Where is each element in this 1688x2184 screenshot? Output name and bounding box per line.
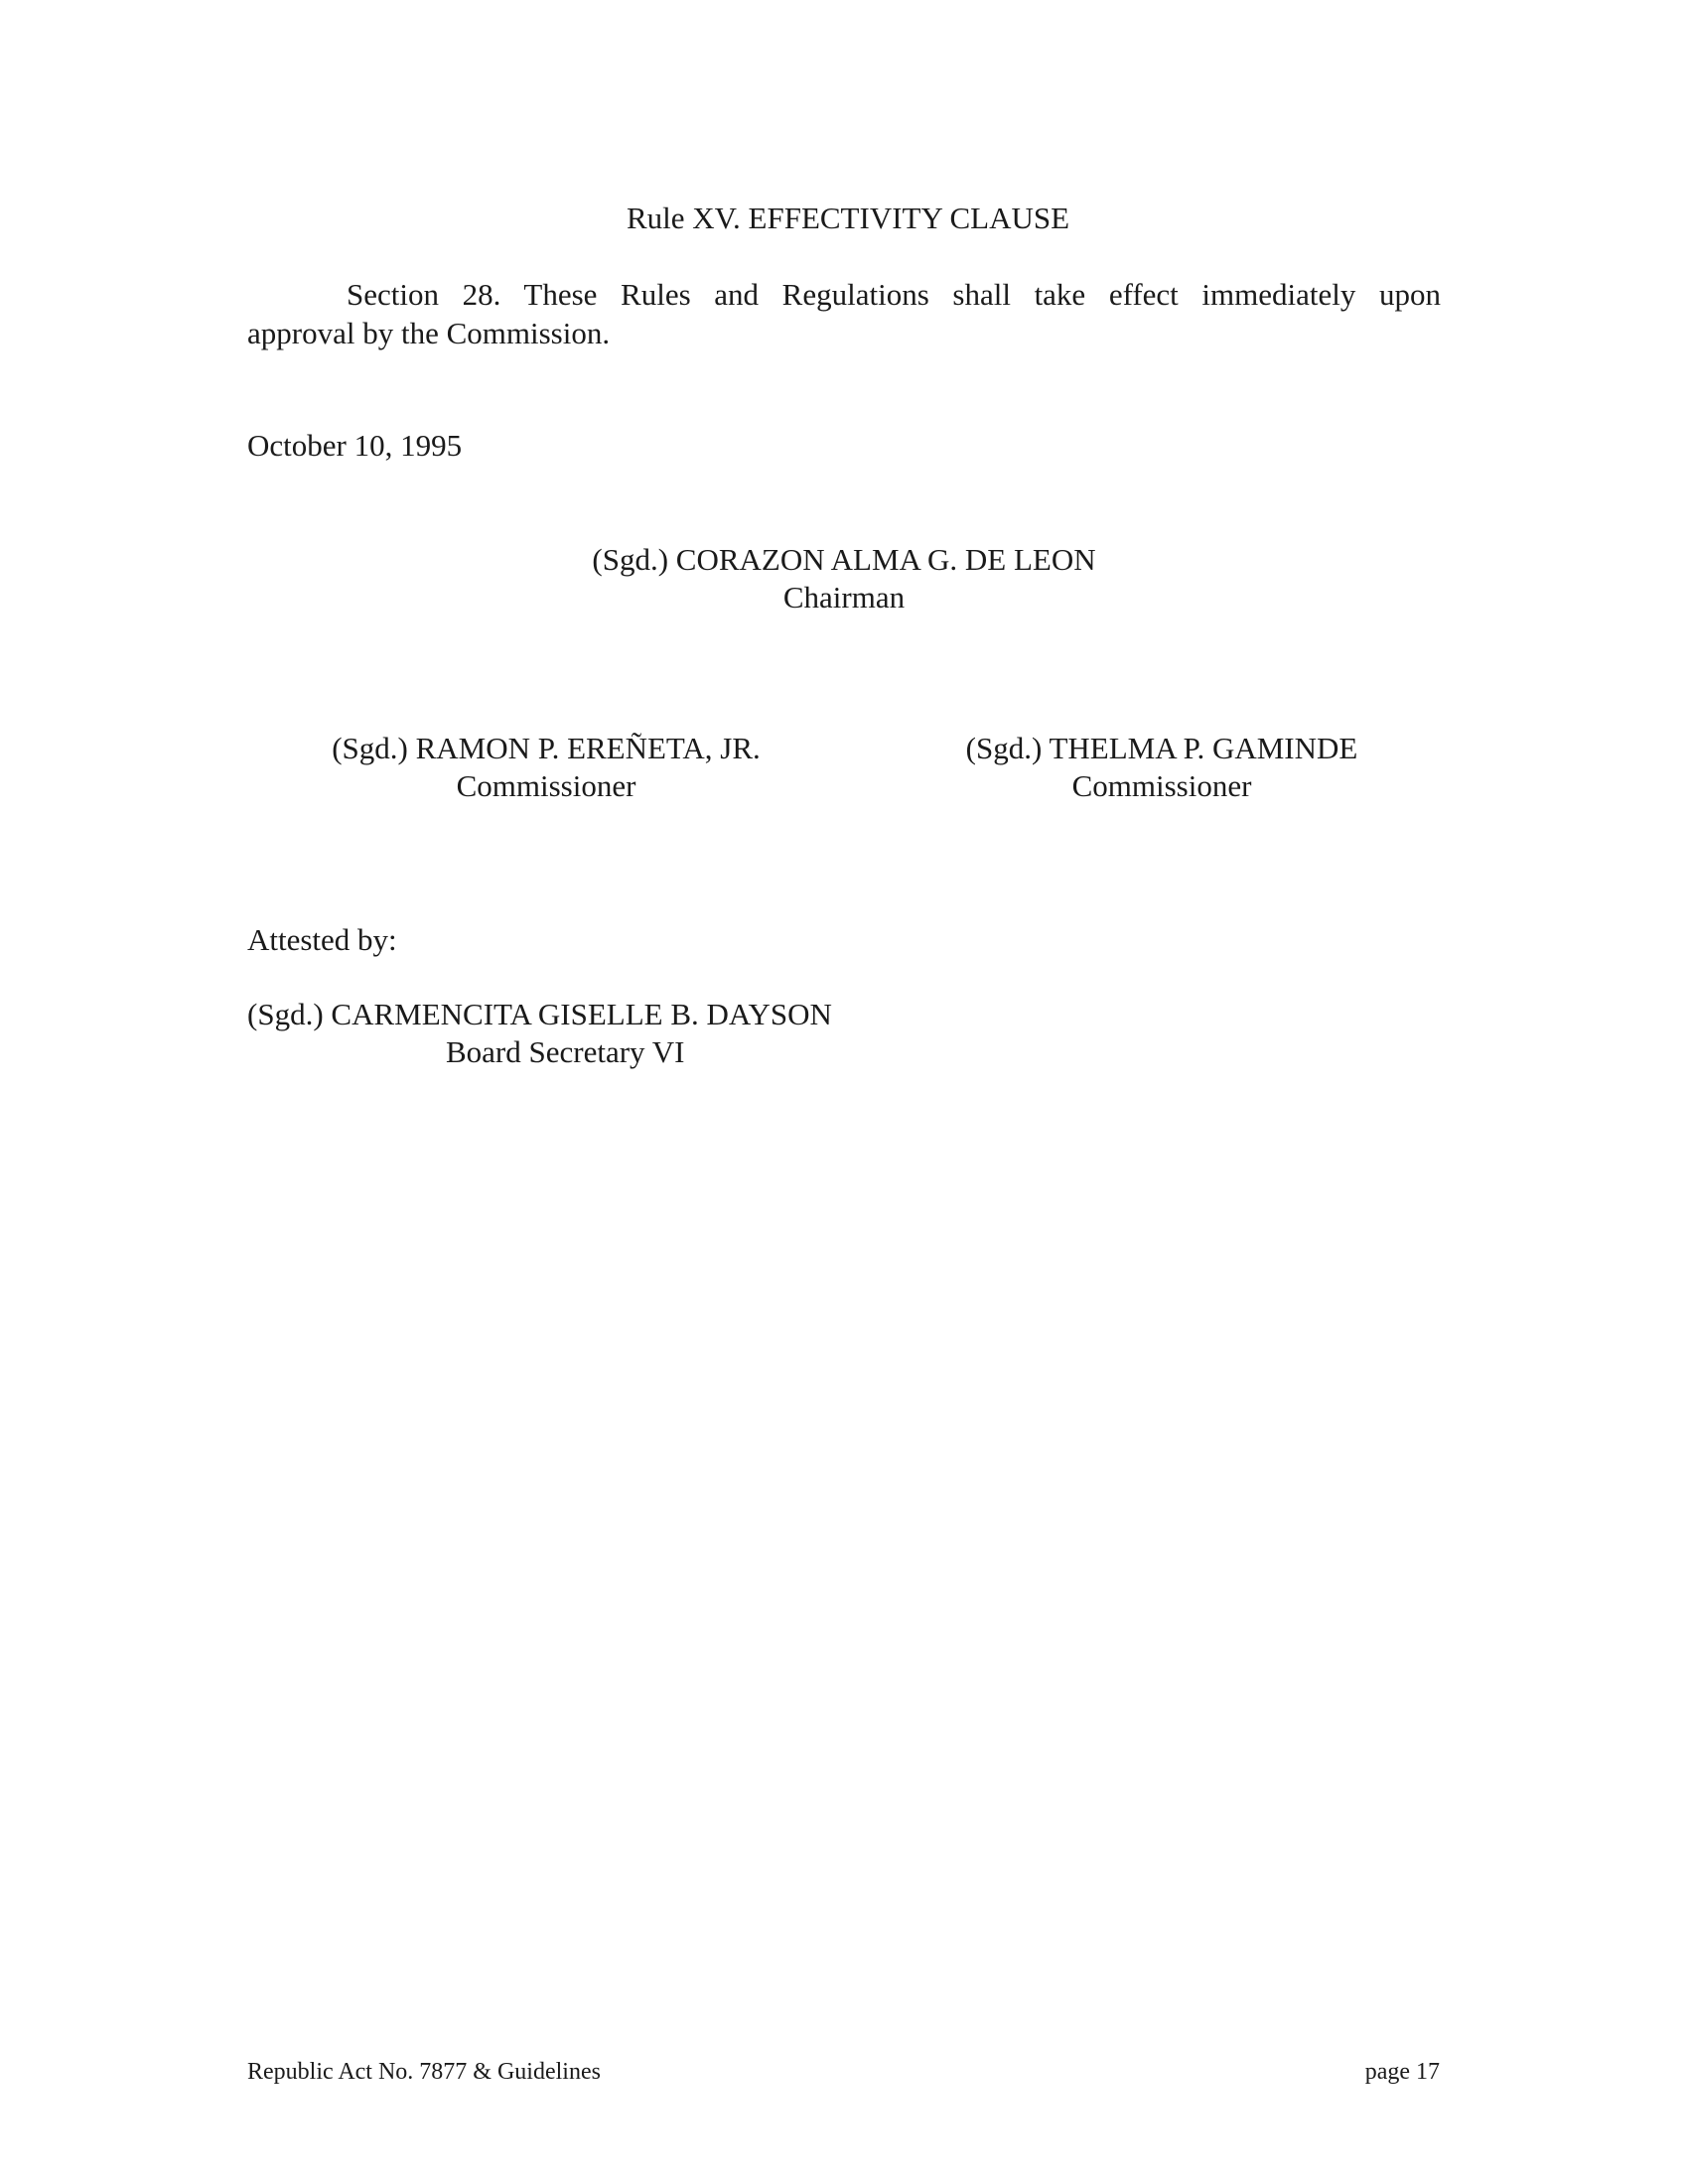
rule-heading-text: Rule XV. EFFECTIVITY CLAUSE xyxy=(626,201,1070,235)
commissioner-signature-block-1 xyxy=(298,730,794,805)
commissioner-title: Commissioner xyxy=(1071,768,1252,803)
chairman-name: (Sgd.) CORAZON ALMA G. DE LEON xyxy=(592,542,1096,577)
section-line-1: Section 28. These Rules and Regulations shall take effect immediately upon xyxy=(347,277,1441,312)
commissioner-name: (Sgd.) RAMON P. EREÑETA, JR. xyxy=(332,731,761,765)
section-paragraph xyxy=(247,275,1441,352)
commissioner-signature-block-2 xyxy=(914,730,1410,805)
secretary-name: (Sgd.) CARMENCITA GISELLE B. DAYSON xyxy=(247,997,832,1031)
commissioner-name: (Sgd.) THELMA P. GAMINDE xyxy=(965,731,1358,765)
section-line-2: approval by the Commission. xyxy=(247,316,611,350)
attested-by-label: Attested by: xyxy=(247,922,397,957)
rule-heading xyxy=(0,200,1688,237)
secretary-title: Board Secretary VI xyxy=(446,1034,685,1069)
footer-document-title: Republic Act No. 7877 & Guidelines xyxy=(247,2059,601,2085)
secretary-signature-block xyxy=(247,996,832,1071)
chairman-signature-block xyxy=(546,541,1142,616)
chairman-title: Chairman xyxy=(782,580,906,614)
footer-page-number: page 17 xyxy=(1364,2059,1440,2085)
document-date: October 10, 1995 xyxy=(247,428,463,463)
commissioner-title: Commissioner xyxy=(456,768,636,803)
